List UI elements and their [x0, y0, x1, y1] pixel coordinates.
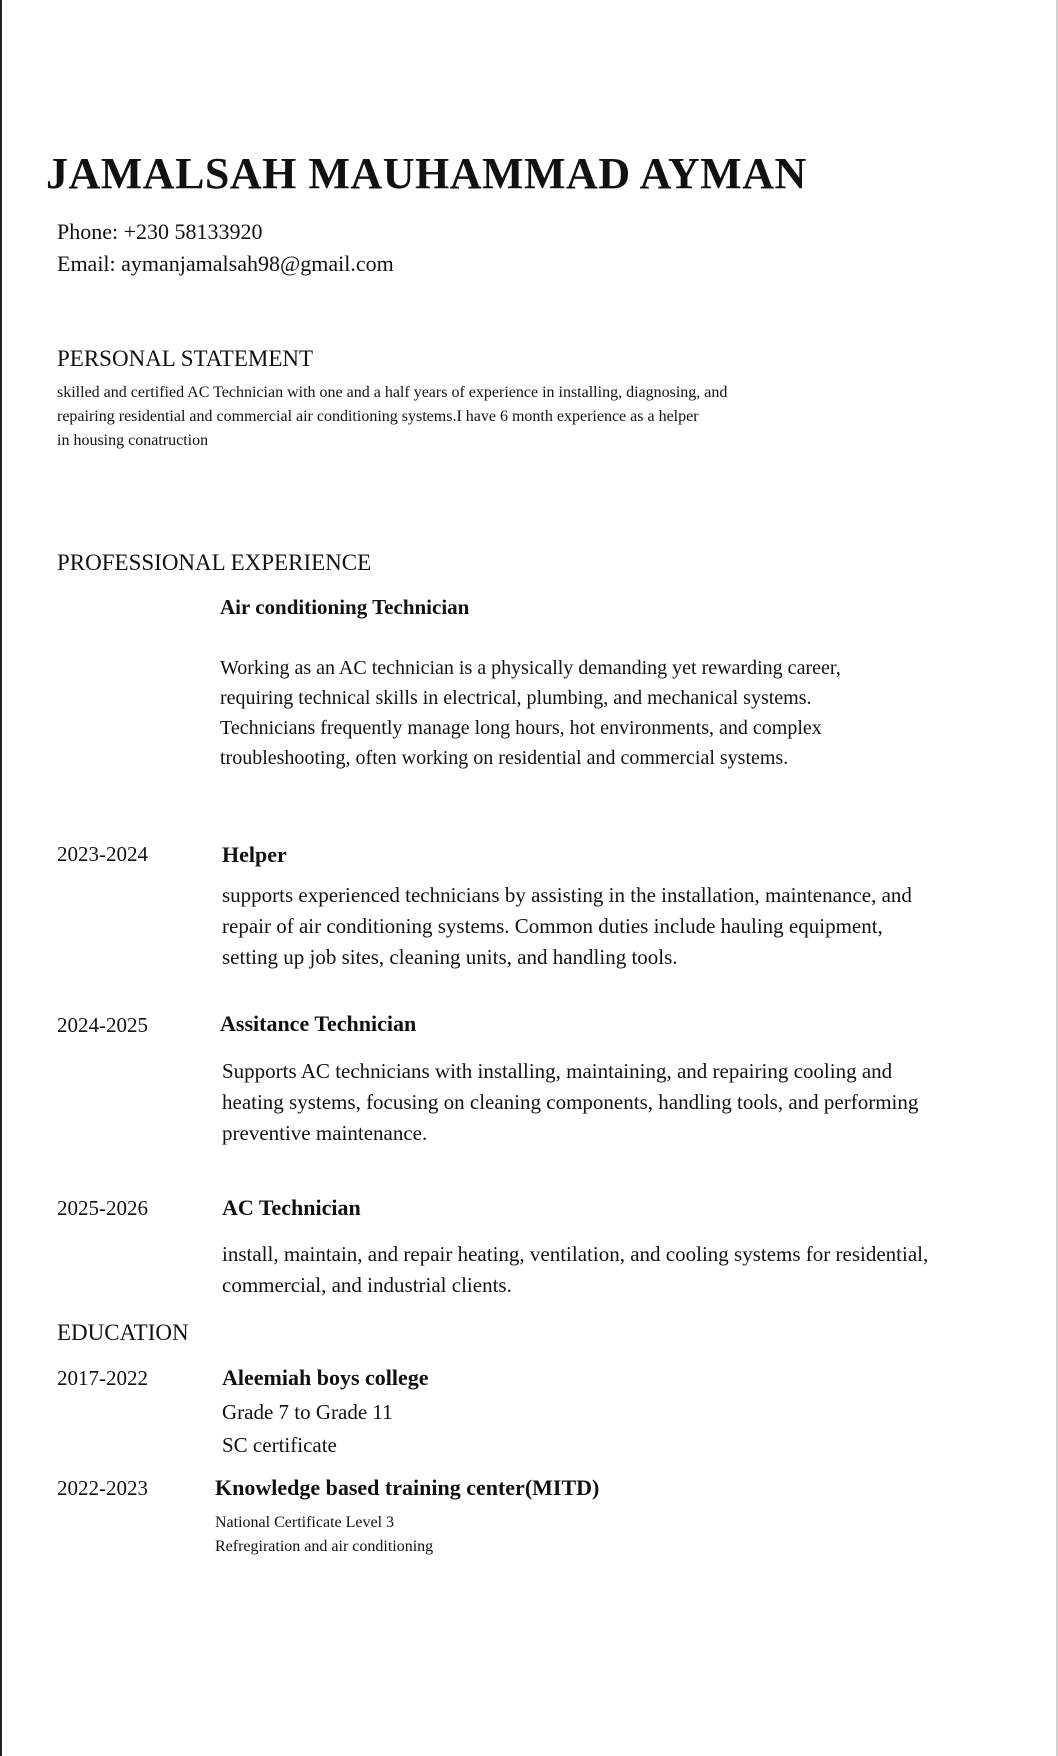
education-years: 2022-2023 [57, 1476, 148, 1500]
experience-intro-title: Air conditioning Technician [220, 595, 470, 619]
education-detail-line: Refregiration and air conditioning [215, 1538, 434, 1555]
education-years: 2017-2022 [57, 1366, 148, 1390]
education-detail-line: SC certificate [222, 1433, 337, 1457]
job-years: 2025-2026 [57, 1196, 148, 1220]
job-description-line: Supports AC technicians with installing, maintaining, and repairing cooling and [222, 1059, 893, 1083]
job-title: AC Technician [222, 1195, 361, 1220]
section-title-personal-statement: PERSONAL STATEMENT [57, 346, 314, 371]
job-description [222, 880, 912, 973]
job-description [222, 1239, 928, 1301]
job-description-line: heating systems, focusing on cleaning components, handling tools, and performing [222, 1090, 919, 1114]
contact-email: Email: aymanjamalsah98@gmail.com [57, 251, 394, 276]
education-details [222, 1396, 393, 1462]
job-years: 2023-2024 [57, 842, 148, 866]
job-years: 2024-2025 [57, 1013, 148, 1037]
personal-statement-line: in housing conatruction [57, 432, 209, 449]
education-institution: Knowledge based training center(MITD) [215, 1475, 600, 1500]
contact-phone: Phone: +230 58133920 [57, 219, 263, 244]
education-details [215, 1511, 433, 1559]
job-description-line: supports experienced technicians by assisting in the installation, maintenance, and [222, 883, 912, 907]
experience-intro-line: Technicians frequently manage long hours, hot environments, and complex [220, 717, 822, 739]
experience-intro-text [220, 653, 841, 773]
education-detail-line: Grade 7 to Grade 11 [222, 1400, 393, 1424]
education-detail-line: National Certificate Level 3 [215, 1514, 395, 1531]
job-description [222, 1056, 918, 1149]
job-description-line: install, maintain, and repair heating, ventilation, and cooling systems for residential, [222, 1242, 929, 1266]
education-institution: Aleemiah boys college [222, 1365, 429, 1390]
page-left-border [0, 0, 2, 1756]
job-description-line: commercial, and industrial clients. [222, 1273, 512, 1297]
personal-statement-line: skilled and certified AC Technician with one and a half years of experience in installing, diagnosing, and [57, 384, 728, 401]
personal-statement-line: repairing residential and commercial air conditioning systems.I have 6 month experience as a helper [57, 408, 699, 425]
personal-statement-text [57, 381, 727, 453]
experience-intro-line: Working as an AC technician is a physically demanding yet rewarding career, [220, 657, 841, 679]
job-title: Helper [222, 842, 287, 867]
job-description-line: preventive maintenance. [222, 1121, 428, 1145]
section-title-education: EDUCATION [57, 1320, 189, 1345]
candidate-name: JAMALSAH MAUHAMMAD AYMAN [46, 149, 807, 198]
job-description-line: setting up job sites, cleaning units, and handling tools. [222, 945, 678, 969]
job-title: Assitance Technician [220, 1011, 417, 1036]
experience-intro-line: troubleshooting, often working on residential and commercial systems. [220, 747, 789, 769]
job-description-line: repair of air conditioning systems. Common duties include hauling equipment, [222, 914, 883, 938]
section-title-professional-experience: PROFESSIONAL EXPERIENCE [57, 550, 372, 575]
experience-intro-line: requiring technical skills in electrical, plumbing, and mechanical systems. [220, 687, 812, 709]
